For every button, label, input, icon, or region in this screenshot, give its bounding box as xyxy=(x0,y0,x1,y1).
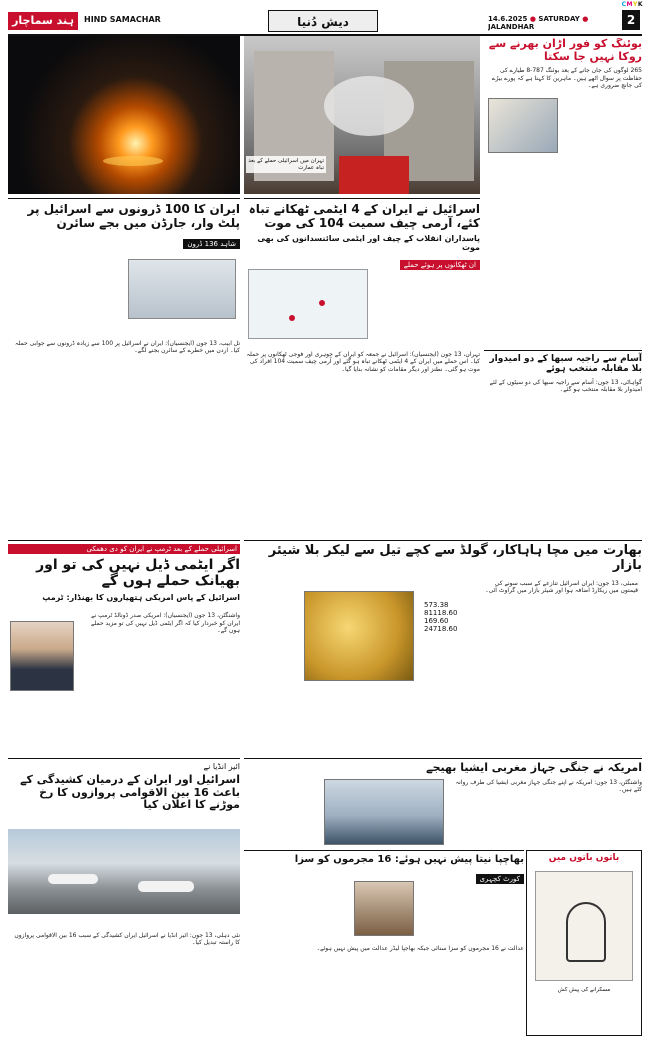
airspace-headline: اسرائیل اور ایران کے درمیان کشیدگی کے باعث 16 بین الاقوامی پروازوں کا رخ موڑنے کا اعلان کیا xyxy=(20,773,240,812)
drones-headline: ایران کا 100 ڈرونوں سے اسرائیل پر پلٹ وار، جارڈن میں بجے سائرن xyxy=(27,202,240,230)
tehran-story xyxy=(244,198,480,538)
drone-photo xyxy=(128,259,236,319)
building-photo-caption: تہران میں اسرائیلی حملے کے بعد تباہ عمارت xyxy=(246,156,326,173)
warship-photo xyxy=(324,779,444,845)
figure-value: 169.60 xyxy=(424,617,449,625)
brand-urdu-logo: ہند سماچار xyxy=(8,12,78,30)
warship-headline: امریکہ نے جنگی جہاز مغربی ایشیا بھیجے xyxy=(426,761,642,774)
markets-story xyxy=(244,540,642,755)
trump-body: واشنگٹن، 13 جون (ایجنسیاں): امریکی صدر ڈونالڈ ٹرمپ نے ایران کو خبردار کیا کہ اگر ایٹمی ڈیل نہیں کی تو مزید حملے ہوں گے۔ xyxy=(90,612,240,635)
tehran-headline: اسرائیل نے ایران کے 4 ایٹمی ٹھکانے تباہ کئے، آرمی چیف سمیت 104 کی موت xyxy=(248,202,480,230)
assam-body: گواہاٹی، 13 جون: آسام سے راجیہ سبھا کی دو سیٹوں کے لئے امیدوار بلا مقابلہ منتخب ہو گئے۔ xyxy=(489,378,642,394)
city: JALANDHAR xyxy=(488,23,535,31)
court-box-label: کورٹ کچہری xyxy=(476,874,524,884)
warship-story xyxy=(244,758,642,848)
boeing-body: 265 لوگوں کی جان جانے کے بعد بوئنگ 787-8 طیارے کی حفاظت پر سوال اٹھے ہیں۔ ماہرین کا کہنا ہے کہ پورے بیڑے کی جانچ ضروری ہے۔ xyxy=(491,67,642,90)
date: 14.6.2025 xyxy=(488,15,528,23)
smoke-cloud xyxy=(324,76,414,136)
figure-box xyxy=(424,601,478,671)
assam-headline: آسام سے راجیہ سبھا کے دو امیدوار بلا مقابلہ منتخب ہوئے xyxy=(489,354,642,375)
brand-en: HIND SAMACHAR xyxy=(84,15,161,24)
cartoon-figure xyxy=(566,902,606,962)
fire-truck xyxy=(339,156,409,194)
markets-headline: بھارت میں مچا ہاہاکار، گولڈ سے کچے تیل سے لیکر بلا شیئر بازار xyxy=(268,543,642,573)
tehran-body: تہران، 13 جون (ایجنسیاں): اسرائیل نے جمعہ کو ایران کے جوہری اور فوجی ٹھکانوں پر حملہ کیا۔ اس حملے میں ایران کے 4 ایٹمی ٹھکانے تباہ ہو گئے اور آرمی چیف سمیت 104 افراد کی موت ہو گئی۔ نطنز اور دیگر مقامات کو نشانہ بنایا گیا۔ xyxy=(246,350,480,373)
court-photo xyxy=(354,881,414,936)
trump-top-label: اسرائیلی حملے کے بعد ٹرمپ نے ایران کو دی دھمکی xyxy=(8,544,240,554)
cmyk-marker: CMYK xyxy=(621,1,643,8)
trump-headline: اگر ایٹمی ڈیل نہیں کی تو اور بھیانک حملے ہوں گے xyxy=(36,557,240,590)
figure-value: 24718.60 xyxy=(424,625,458,633)
airspace-story xyxy=(8,758,240,1036)
trump-story xyxy=(8,540,240,755)
drones-story xyxy=(8,198,240,538)
map-marker xyxy=(319,300,325,306)
map-label: ان ٹھکانوں پر ہوئے حملے xyxy=(400,260,480,270)
warship-body: واشنگٹن، 13 جون: امریکہ نے اپنے جنگی جہاز مغربی ایشیا کی طرف روانہ کئے ہیں۔ xyxy=(455,778,642,794)
cartoon-title: باتوں باتوں میں xyxy=(548,853,620,863)
date-line xyxy=(488,15,628,31)
bullet: ● xyxy=(582,15,589,23)
airspace-top-label: ائیر انڈیا نے xyxy=(203,762,240,771)
aircraft-inset-photo xyxy=(488,98,558,153)
cartoon-drawing xyxy=(535,871,633,981)
drones-label: شاہد 136 ڈرون xyxy=(183,239,240,249)
airport-photo xyxy=(8,829,240,914)
cartoon-box xyxy=(526,850,642,1036)
boeing-story xyxy=(484,38,642,348)
figure-value: 81118.60 xyxy=(424,609,458,617)
markets-body: ممبئی، 13 جون: ایران اسرائیل تنازعے کے سبب سونے کی قیمتوں میں ریکارڈ اضافہ ہوا اور شیئر بازار میں گراوٹ آئی۔ xyxy=(485,579,638,595)
tehran-subhead: پاسداران انقلاب کے چیف اور ایٹمی سائنسدانوں کی بھی موت xyxy=(257,233,480,252)
trump-photo xyxy=(10,621,74,691)
section-title: دیش دُنیا xyxy=(268,10,378,32)
page-number: 2 xyxy=(622,10,640,30)
figure-value: 573.38 xyxy=(424,601,449,609)
map-marker xyxy=(289,315,295,321)
airspace-body: نئی دہلی، 13 جون: ائیر انڈیا نے اسرائیل ایران کشیدگی کے سبب 16 بین الاقوامی پروازوں کا راستہ تبدیل کیا۔ xyxy=(14,931,240,947)
court-story xyxy=(244,850,524,1036)
bullet: ● xyxy=(529,15,539,23)
gold-photo xyxy=(304,591,414,681)
trump-subhead: اسرائیل کے پاس امریکی ہتھیاروں کا بھنڈار: ٹرمپ xyxy=(42,593,240,603)
photo-flare xyxy=(103,156,163,166)
strike-map xyxy=(248,269,368,339)
day: SATURDAY xyxy=(538,15,580,23)
plane-shape xyxy=(48,874,98,884)
court-body: عدالت نے 16 مجرموں کو سزا سنائی جبکہ بھاجپا لیڈر عدالت میں پیش نہیں ہوئے۔ xyxy=(316,944,524,952)
boeing-headline: بوئنگ کو فور اڑان بھرنے سے روکا نہیں جا سکتا xyxy=(488,38,642,63)
assam-story xyxy=(484,350,642,525)
damaged-building-photo xyxy=(244,36,480,194)
night-strike-photo xyxy=(8,36,240,194)
drones-body: تل ابیب، 13 جون (ایجنسیاں): ایران نے اسرائیل پر 100 سے زیادہ ڈرونوں سے جوابی حملہ کیا۔ اردن میں خطرے کے سائرن بجنے لگے۔ xyxy=(15,339,240,355)
court-headline: بھاچپا نیتا پیش نہیں ہوئے: 16 مجرموں کو سزا xyxy=(294,854,524,865)
plane-shape xyxy=(138,881,194,892)
cartoon-caption: مسکرانے کی پیش کش xyxy=(557,987,611,993)
